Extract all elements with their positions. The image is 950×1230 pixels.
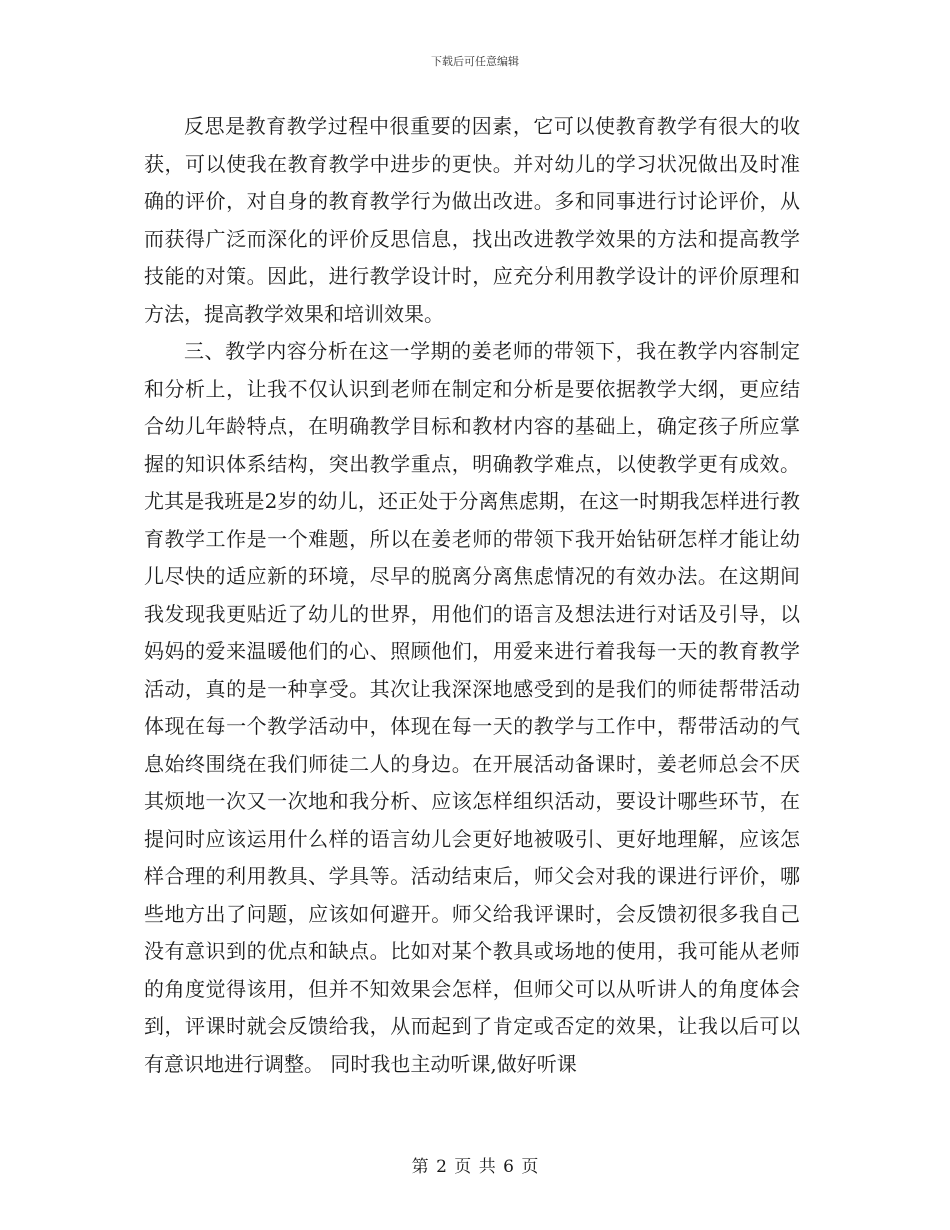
footer-page-total: 6 bbox=[503, 1157, 514, 1177]
footer-page-current: 2 bbox=[436, 1157, 447, 1177]
footer-page-word: 页 bbox=[454, 1157, 472, 1177]
footer-prefix: 第 bbox=[411, 1157, 429, 1177]
footer-suffix: 页 bbox=[521, 1157, 539, 1177]
paragraph-1: 反思是教育教学过程中很重要的因素，它可以使教育教学有很大的收获，可以使我在教育教学中进步的更快。并对幼儿的学习状况做出及时准确的评价，对自身的教育教学行为做出改进。多和同事进行讨论评价，从而获得广泛而深化的评价反思信息，找出改进教学效果的方法和提高教学技能的对策。因此，进行教学设计时，应充分利用教学设计的评价原理和方法，提高教学效果和培训效果。 bbox=[144, 114, 800, 326]
page-header-note: 下载后可任意编辑 bbox=[431, 55, 519, 68]
document-body bbox=[144, 108, 800, 1083]
page-footer bbox=[0, 1152, 950, 1177]
footer-total-word: 共 bbox=[478, 1157, 496, 1177]
paragraph-2: 三、教学内容分析在这一学期的姜老师的带领下，我在教学内容制定和分析上，让我不仅认识到老师在制定和分析是要依据教学大纲，更应结合幼儿年龄特点，在明确教学目标和教材内容的基础上，确定孩子所应掌握的知识体系结构，突出教学重点，明确教学难点，以使教学更有成效。尤其是我班是2岁的幼儿，还正处于分离焦虑期，在这一时期我怎样进行教育教学工作是一个难题，所以在姜老师的带领下我开始钻研怎样才能让幼儿尽快的适应新的环境，尽早的脱离分离焦虑情况的有效办法。在这期间我发现我更贴近了幼儿的世界，用他们的语言及想法进行对话及引导，以妈妈的爱来温暖他们的心、照顾他们，用爱来进行着我每一天的教育教学活动，真的是一种享受。其次让我深深地感受到的是我们的师徒帮带活动体现在每一个教学活动中，体现在每一天的教学与工作中，帮带活动的气息始终围绕在我们师徒二人的身边。在开展活动备课时，姜老师总会不厌其烦地一次又一次地和我分析、应该怎样组织活动，要设计哪些环节，在提问时应该运用什么样的语言幼儿会更好地被吸引、更好地理解，应该怎样合理的利用教具、学具等。活动结束后，师父会对我的课进行评价，哪些地方出了问题，应该如何避开。师父给我评课时，会反馈初很多我自己没有意识到的优点和缺点。比如对某个教具或场地的使用，我可能从老师的角度觉得该用，但并不知效果会怎样，但师父可以从听讲人的角度体会到，评课时就会反馈给我，从而起到了肯定或否定的效果，让我以后可以有意识地进行调整。 同时我也主动听课,做好听课 bbox=[144, 339, 800, 1076]
